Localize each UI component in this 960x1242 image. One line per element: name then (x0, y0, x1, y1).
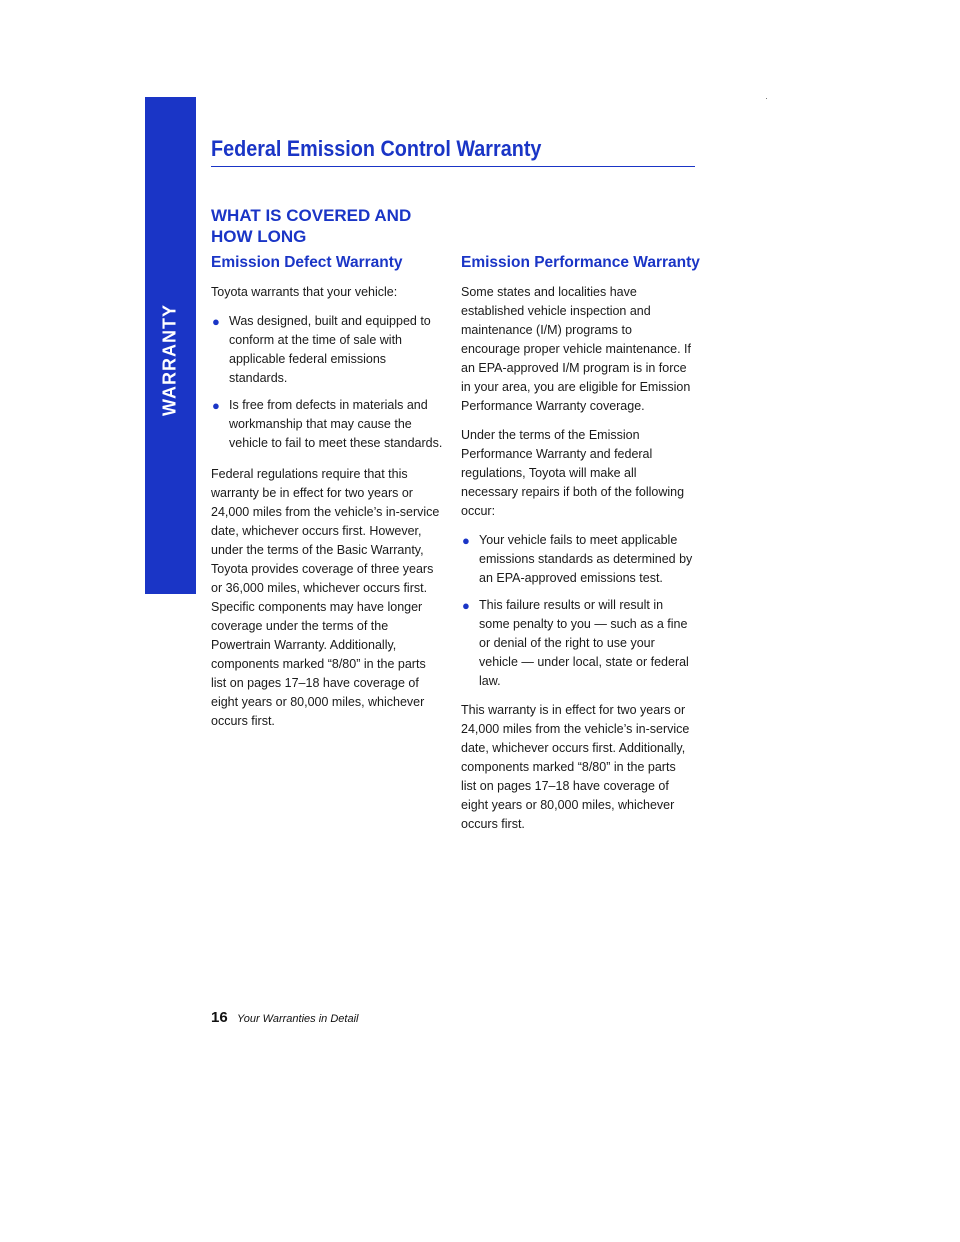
list-item (211, 396, 443, 453)
right-column (461, 253, 700, 834)
page-title: Federal Emission Control Warranty (211, 136, 542, 161)
left-paragraph: Federal regulations require that this warranty be in effect for two years or 24,000 miles from the vehicle’s in-service date, whichever occurs first. However, under the terms of the Basic Warranty, Toyota provides coverage of three years or 36,000 miles, whichever occurs first. Specific components may have longer coverage under the terms of the Powertrain Warranty. Additionally, components marked “8/80” in the parts list on pages 17–18 have coverage of eight years or 80,000 miles, whichever occurs first. (211, 467, 440, 728)
bullet-icon: ● (212, 398, 220, 413)
bullet-icon: ● (462, 598, 470, 613)
left-column (211, 253, 443, 731)
corner-mark (766, 98, 767, 99)
list-item (461, 531, 693, 588)
right-paragraph-3: This warranty is in effect for two years or 24,000 miles from the vehicle’s in-service date, whichever occurs first. Additionally, components marked “8/80” in the parts list on pages 17–18 have coverage of eight years or 80,000 miles, whichever occurs first. (461, 703, 690, 831)
section-heading: WHAT IS COVERED AND HOW LONG (211, 206, 412, 246)
footer-text: Your Warranties in Detail (237, 1013, 359, 1025)
emission-performance-heading: Emission Performance Warranty (461, 254, 700, 271)
bullet-icon: ● (462, 533, 470, 548)
bullet-icon: ● (212, 314, 220, 329)
bullet-text: Was designed, built and equipped to conform at the time of sale with applicable federal emissions standards. (229, 314, 431, 385)
right-paragraph-2: Under the terms of the Emission Performance Warranty and federal regulations, Toyota will make all necessary repairs if both of the following occur: (461, 428, 685, 518)
bullet-text: Your vehicle fails to meet applicable emissions standards as determined by an EPA-approved emissions test. (479, 533, 693, 585)
list-item (461, 596, 693, 691)
side-tab-label: WARRANTY (159, 304, 180, 416)
emission-defect-heading: Emission Defect Warranty (211, 254, 403, 271)
left-bullet-list (211, 312, 443, 453)
right-paragraph-1: Some states and localities have established vehicle inspection and maintenance (I/M) programs to encourage proper vehicle maintenance. If an EPA-approved I/M program is in force in your area, you are eligible for Emission Performance Warranty coverage. (461, 285, 692, 413)
right-bullet-list (461, 531, 693, 691)
title-rule (211, 166, 695, 167)
list-item (211, 312, 443, 388)
bullet-text: Is free from defects in materials and workmanship that may cause the vehicle to fail to meet these standards. (229, 398, 443, 450)
left-intro: Toyota warrants that your vehicle: (211, 285, 398, 299)
bullet-text: This failure results or will result in some penalty to you — such as a fine or denial of the right to use your vehicle — under local, state or federal law. (479, 598, 689, 688)
page-number: 16 (211, 1009, 228, 1026)
